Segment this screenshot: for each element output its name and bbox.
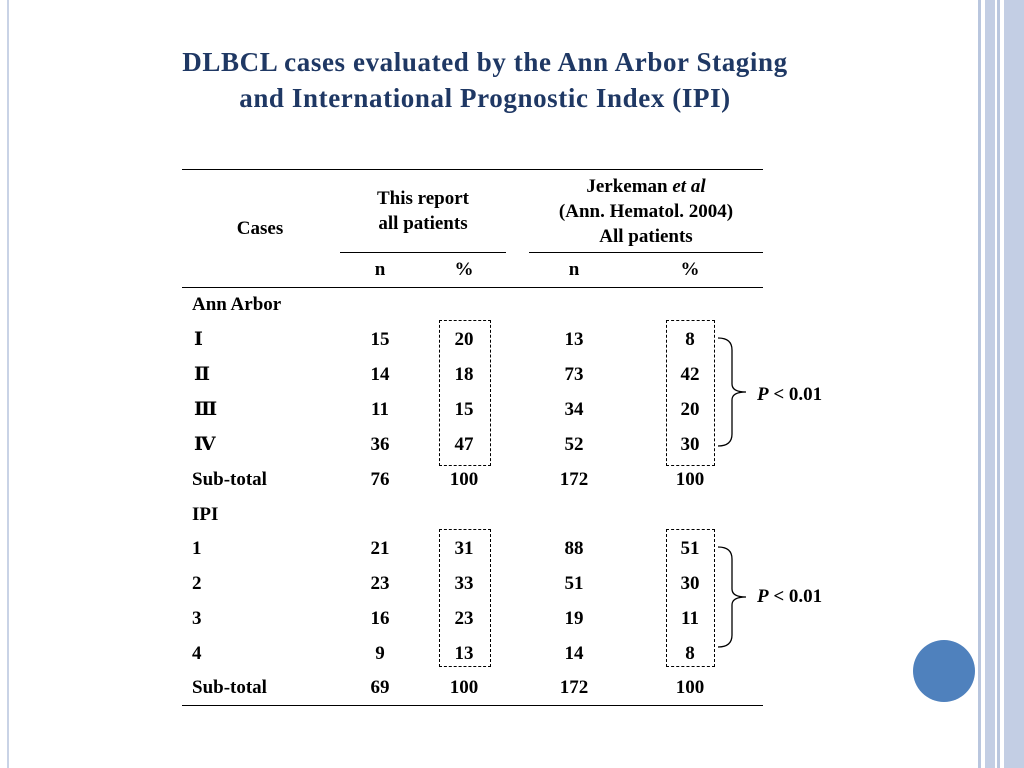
header-bottom-rule bbox=[182, 287, 763, 288]
cell-n-this-report: 15 bbox=[370, 329, 390, 350]
cell-pct-jerkeman: 11 bbox=[681, 608, 699, 629]
header-pct-this-report: % bbox=[454, 259, 474, 280]
cell-pct-this-report: 100 bbox=[449, 469, 479, 490]
header-jerkeman bbox=[529, 174, 763, 249]
header-this-report bbox=[340, 186, 506, 236]
cell-pct-this-report: 31 bbox=[454, 538, 474, 559]
cell-n-jerkeman: 52 bbox=[564, 434, 584, 455]
pvalue-ann-arbor bbox=[757, 384, 822, 406]
cell-pct-jerkeman: 20 bbox=[680, 399, 700, 420]
cell-pct-this-report: 23 bbox=[454, 608, 474, 629]
cell-n-jerkeman: 88 bbox=[564, 538, 584, 559]
row-label: 3 bbox=[192, 608, 202, 629]
cell-pct-jerkeman: 51 bbox=[680, 538, 700, 559]
header-jerkeman-etal: et al bbox=[672, 176, 706, 197]
dashed-box-this-report-ipi bbox=[439, 529, 491, 667]
header-jerkeman-name: Jerkeman bbox=[586, 176, 673, 197]
header-jerkeman-line3: All patients bbox=[599, 226, 693, 247]
cell-n-this-report: 21 bbox=[370, 538, 390, 559]
row-label: Ⅳ bbox=[194, 434, 216, 455]
cell-pct-this-report: 15 bbox=[454, 399, 474, 420]
cell-n-jerkeman: 172 bbox=[559, 469, 589, 490]
cell-n-jerkeman: 73 bbox=[564, 364, 584, 385]
cell-n-this-report: 11 bbox=[371, 399, 389, 420]
cell-pct-jerkeman: 42 bbox=[680, 364, 700, 385]
slide-title bbox=[60, 44, 910, 116]
cell-pct-jerkeman: 8 bbox=[685, 329, 695, 350]
left-border-line bbox=[7, 0, 9, 768]
title-line-1: DLBCL cases evaluated by the Ann Arbor Staging bbox=[182, 47, 788, 77]
pvalue-ipi bbox=[757, 586, 822, 608]
cell-pct-this-report: 33 bbox=[454, 573, 474, 594]
row-label: Ⅱ bbox=[194, 364, 211, 385]
row-label: 2 bbox=[192, 573, 202, 594]
header-jerkeman-line1 bbox=[529, 174, 763, 199]
right-stripe-4 bbox=[1004, 0, 1024, 768]
cell-n-this-report: 16 bbox=[370, 608, 390, 629]
cell-n-this-report: 23 bbox=[370, 573, 390, 594]
table-bottom-rule bbox=[182, 705, 763, 706]
this-report-underline bbox=[340, 252, 506, 253]
row-label: 4 bbox=[192, 643, 202, 664]
cell-pct-jerkeman: 100 bbox=[675, 469, 705, 490]
cell-pct-this-report: 20 bbox=[454, 329, 474, 350]
cell-n-this-report: 69 bbox=[370, 677, 390, 698]
pvalue-ann-arbor-text: < 0.01 bbox=[768, 384, 823, 405]
header-n-jerkeman: n bbox=[568, 259, 580, 280]
row-label: Ⅲ bbox=[194, 399, 218, 420]
right-brace-ipi-icon bbox=[716, 545, 752, 649]
cell-pct-this-report: 47 bbox=[454, 434, 474, 455]
header-n-this-report: n bbox=[374, 259, 386, 280]
row-label: Ⅰ bbox=[194, 329, 203, 350]
cell-n-this-report: 14 bbox=[370, 364, 390, 385]
row-label: IPI bbox=[192, 504, 219, 525]
jerkeman-underline bbox=[529, 252, 763, 253]
header-cases: Cases bbox=[236, 218, 284, 239]
header-this-report-line2: all patients bbox=[378, 213, 468, 234]
row-label: Ann Arbor bbox=[192, 294, 282, 315]
dashed-box-jerkeman-ann-arbor bbox=[666, 320, 715, 466]
right-stripe-3 bbox=[997, 0, 1000, 768]
dashed-box-this-report-ann-arbor bbox=[439, 320, 491, 466]
header-this-report-line1: This report bbox=[376, 188, 469, 209]
cell-n-this-report: 76 bbox=[370, 469, 390, 490]
cell-n-jerkeman: 172 bbox=[559, 677, 589, 698]
cell-pct-this-report: 13 bbox=[454, 643, 474, 664]
cell-pct-jerkeman: 8 bbox=[685, 643, 695, 664]
cell-n-jerkeman: 51 bbox=[564, 573, 584, 594]
pvalue-ipi-p: P bbox=[757, 586, 769, 607]
cell-pct-this-report: 18 bbox=[454, 364, 474, 385]
cell-pct-jerkeman: 30 bbox=[680, 434, 700, 455]
dashed-box-jerkeman-ipi bbox=[666, 529, 715, 667]
title-line-2: and International Prognostic Index (IPI) bbox=[239, 83, 731, 113]
table-top-rule bbox=[182, 169, 763, 170]
decorative-circle bbox=[913, 640, 975, 702]
cell-n-jerkeman: 19 bbox=[564, 608, 584, 629]
row-label: Sub-total bbox=[192, 677, 267, 698]
cell-pct-jerkeman: 100 bbox=[675, 677, 705, 698]
right-brace-ann-arbor-icon bbox=[716, 336, 752, 448]
right-stripe-1 bbox=[978, 0, 981, 768]
cell-n-this-report: 9 bbox=[375, 643, 385, 664]
cell-n-this-report: 36 bbox=[370, 434, 390, 455]
header-jerkeman-line2: (Ann. Hematol. 2004) bbox=[558, 201, 734, 222]
row-label: 1 bbox=[192, 538, 202, 559]
right-stripe-2 bbox=[985, 0, 995, 768]
cell-pct-jerkeman: 30 bbox=[680, 573, 700, 594]
cell-pct-this-report: 100 bbox=[449, 677, 479, 698]
row-label: Sub-total bbox=[192, 469, 267, 490]
pvalue-ann-arbor-p: P bbox=[757, 384, 769, 405]
header-pct-jerkeman: % bbox=[680, 259, 700, 280]
cell-n-jerkeman: 34 bbox=[564, 399, 584, 420]
cell-n-jerkeman: 13 bbox=[564, 329, 584, 350]
cell-n-jerkeman: 14 bbox=[564, 643, 584, 664]
pvalue-ipi-text: < 0.01 bbox=[768, 586, 823, 607]
